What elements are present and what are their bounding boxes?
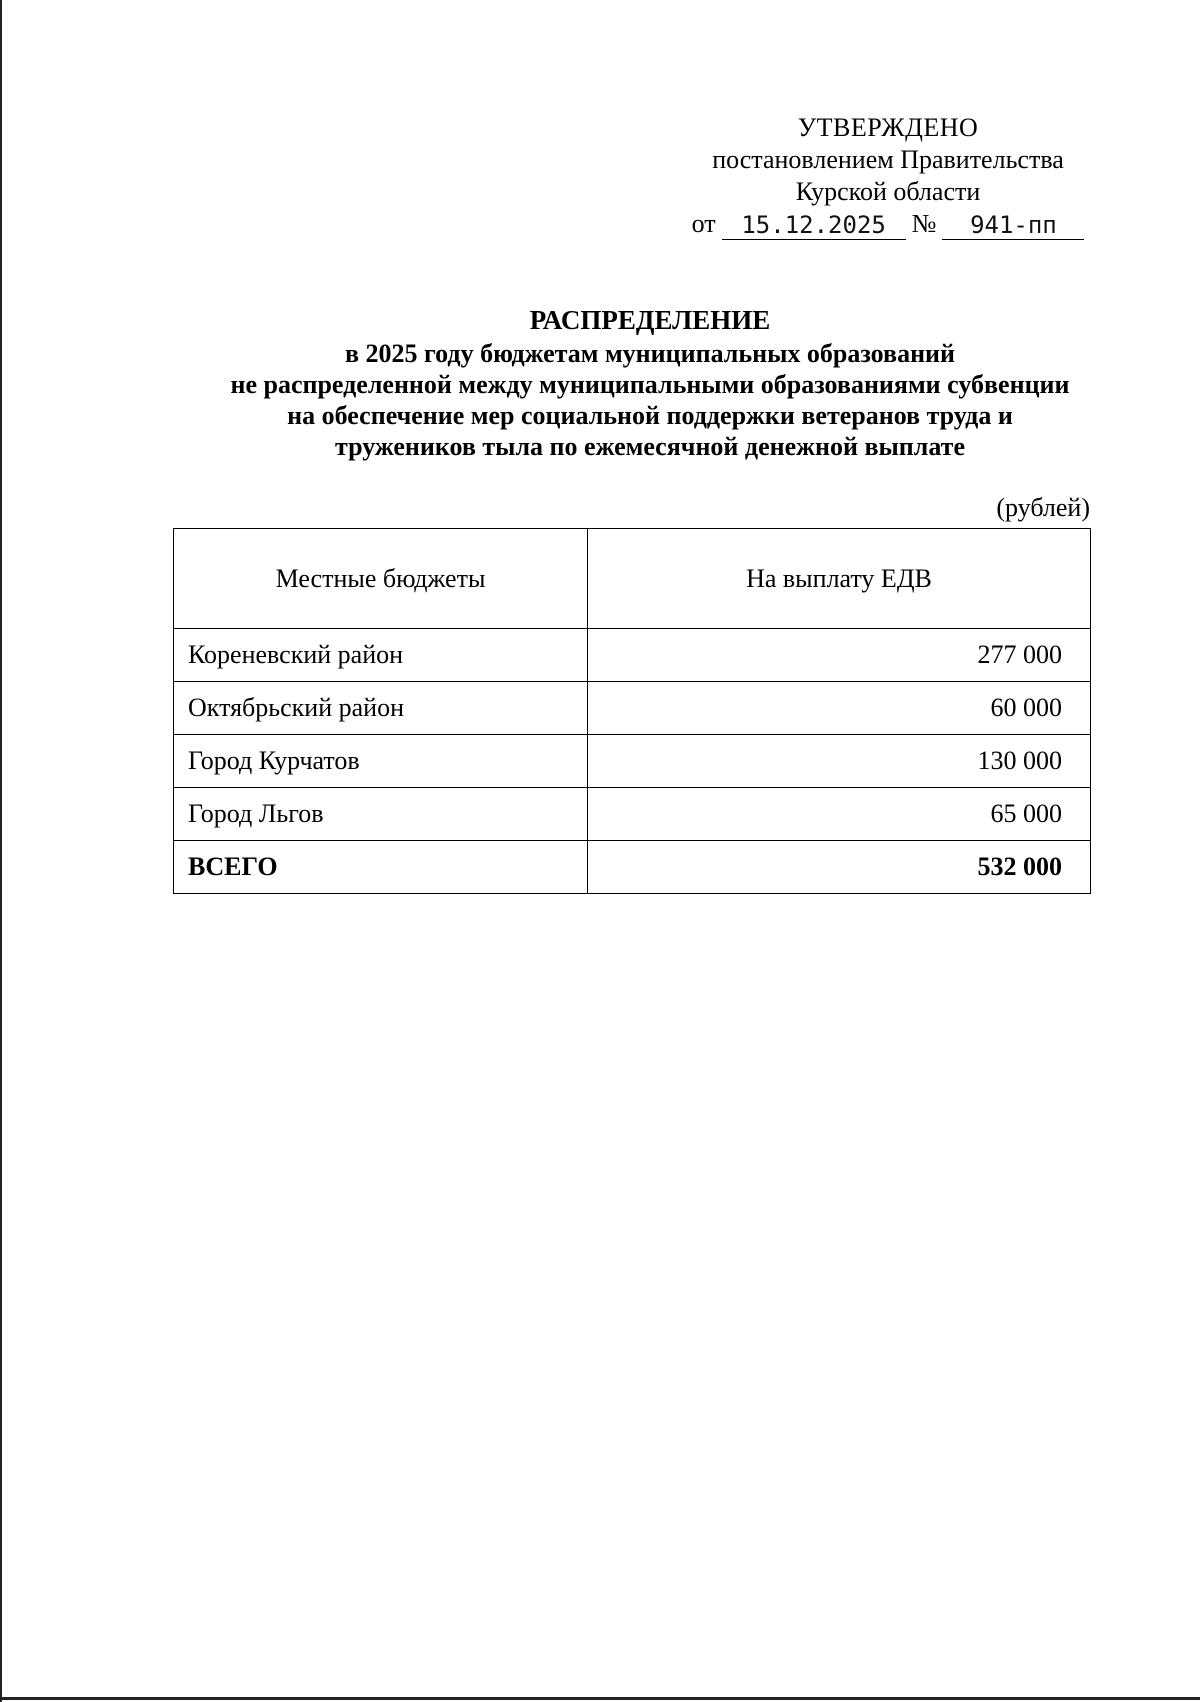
total-label: ВСЕГО [174,841,588,894]
approval-date-number [688,208,1088,240]
date-prefix: от [691,209,716,238]
row-value: 65 000 [588,788,1091,841]
table-total-row [174,841,1091,894]
table-row [174,682,1091,735]
approval-title: УТВЕРЖДЕНО [797,113,979,142]
document-subtitle-line: тружеников тыла по ежемесячной денежной выплате [334,432,965,461]
document-heading: РАСПРЕДЕЛЕНИЕ [529,305,771,335]
document-title [150,305,1150,462]
budget-table [173,528,1091,894]
column-header-edv: На выплату ЕДВ [588,529,1091,629]
table-header-row [174,529,1091,629]
number-prefix: № [911,209,937,238]
approval-date: 15.12.2025 [722,211,906,240]
approval-number: 941-пп [942,211,1084,240]
row-value: 60 000 [588,682,1091,735]
row-name: Город Льгов [174,788,588,841]
scan-edge-left [0,0,2,1702]
scan-edge-bottom [0,1697,1200,1700]
row-value: 277 000 [588,629,1091,682]
approval-stamp [688,112,1088,240]
row-name: Октябрьский район [174,682,588,735]
document-subtitle-line: не распределенной между муниципальными образованиями субвенции [230,370,1070,399]
approval-line-government: постановлением Правительства [712,145,1064,174]
total-value: 532 000 [588,841,1091,894]
row-name: Город Курчатов [174,735,588,788]
row-value: 130 000 [588,735,1091,788]
approval-line-region: Курской области [795,177,981,206]
table-row [174,629,1091,682]
table-row [174,735,1091,788]
document-subtitle-line: в 2025 году бюджетам муниципальных образований [344,339,956,368]
units-label: (рублей) [996,493,1090,522]
row-name: Кореневский район [174,629,588,682]
table-row [174,788,1091,841]
column-header-budgets: Местные бюджеты [174,529,588,629]
document-subtitle-line: на обеспечение мер социальной поддержки ветеранов труда и [287,401,1013,430]
